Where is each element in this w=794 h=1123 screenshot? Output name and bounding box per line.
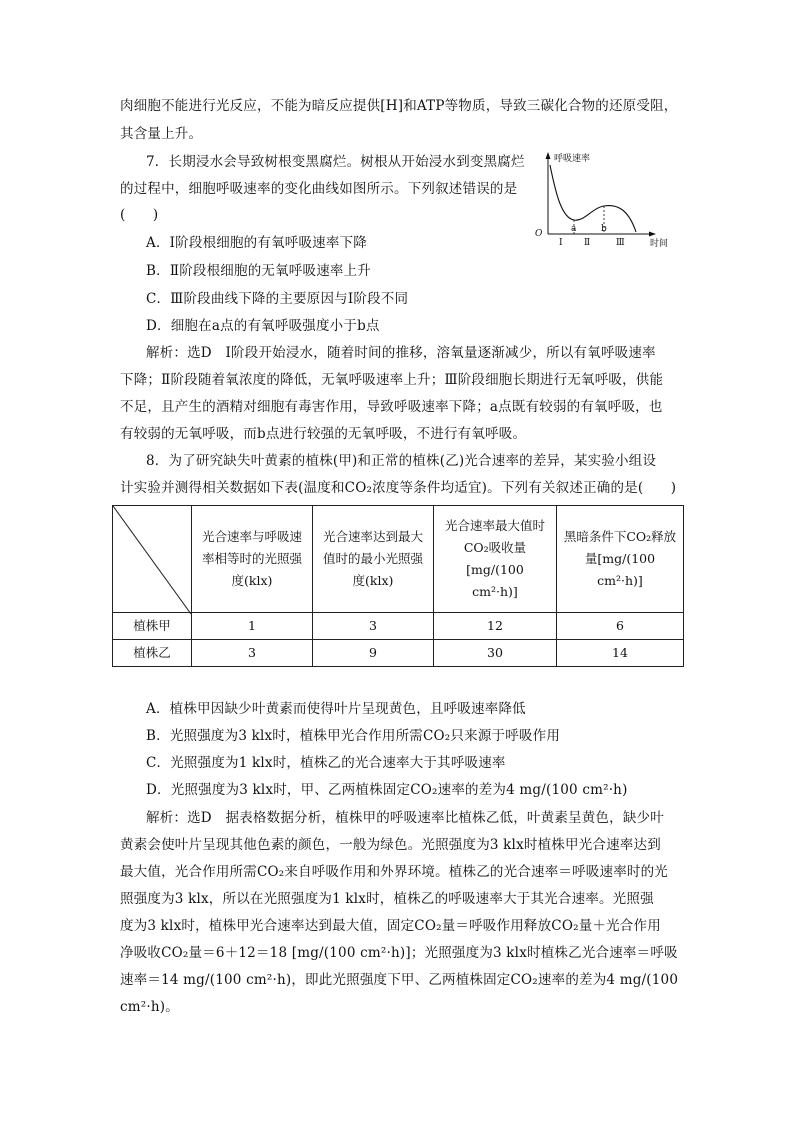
question-7-bracket: ( ): [120, 207, 159, 223]
text-line: 其含量上升。: [120, 126, 203, 142]
answer-8: 照强度为3 klx，所以在光照强度为1 klx时，植株乙的呼吸速率大于其光合速率。光照强: [120, 891, 654, 907]
answer-8: 度为3 klx时，植株甲光合速率达到最大值，固定CO₂量＝呼吸作用释放CO₂量＋光合作用: [120, 918, 661, 934]
table-cell: 12: [434, 613, 557, 640]
table-header-row: [113, 506, 684, 613]
respiration-curve-figure: [532, 150, 682, 250]
answer-8: 黄素会使叶片呈现其他色素的颜色，一般为绿色。光照强度为3 klx时植株甲光合速率达到: [120, 837, 661, 853]
answer-8: 速率＝14 mg/(100 cm²·h)，即此光照强度下甲、乙两植株固定CO₂速率的差为4 mg/(100: [120, 972, 679, 988]
stage-3-label: Ⅲ: [616, 238, 625, 248]
option-a: A．Ⅰ阶段根细胞的有氧呼吸速率下降: [146, 235, 367, 251]
x-axis-arrow-icon: [649, 232, 656, 237]
table-header-cell: 光合速率与呼吸速率相等时的光照强度(klx): [192, 506, 313, 613]
table-header-cell: 光合速率达到最大值时的最小光照强度(klx): [313, 506, 434, 613]
table-cell: 6: [557, 613, 684, 640]
option-c: C．光照强度为1 klx时，植株乙的光合速率大于其呼吸速率: [146, 755, 506, 771]
table-row: [113, 613, 684, 640]
row-label: 植株乙: [113, 640, 192, 667]
option-d: D．光照强度为3 klx时，甲、乙两植株固定CO₂速率的差为4 mg/(100 cm²·h): [146, 782, 628, 798]
x-axis-label: 时间: [650, 239, 669, 249]
answer-7: 下降；Ⅱ阶段随着氧浓度的降低，无氧呼吸速率上升；Ⅲ阶段细胞长期进行无氧呼吸，供能: [120, 372, 664, 388]
text-line: 肉细胞不能进行光反应，不能为暗反应提供[H]和ATP等物质，导致三碳化合物的还原受阻，: [120, 98, 678, 114]
point-b-label: b: [601, 224, 607, 234]
y-axis-arrow-icon: [546, 152, 551, 159]
table-header-cell: 黑暗条件下CO₂释放量[mg/(100 cm²·h)]: [557, 506, 684, 613]
answer-7: 不足，且产生的酒精对细胞有毒害作用，导致呼吸速率下降；a点既有较弱的有氧呼吸，也: [120, 399, 663, 415]
point-a-label: a: [571, 224, 577, 234]
answer-7: 解析：选D Ⅰ阶段开始浸水，随着时间的推移，溶氧量逐渐减少，所以有氧呼吸速率: [146, 345, 656, 361]
answer-8: cm²·h)。: [120, 999, 179, 1015]
question-7-stem: 7．长期浸水会导致树根变黑腐烂。树根从开始浸水到变黑腐烂: [146, 154, 525, 170]
table-cell: 9: [313, 640, 434, 667]
option-b: B．光照强度为3 klx时，植株甲光合作用所需CO₂只来源于呼吸作用: [146, 728, 561, 744]
answer-8: 净吸收CO₂量＝6＋12＝18 [mg/(100 cm²·h)]；光照强度为3 klx时植株乙光合速率＝呼吸: [120, 945, 678, 961]
question-8-stem: 计实验并测得相关数据如下表(温度和CO₂浓度等条件均适宜)。下列有关叙述正确的是( ): [120, 480, 677, 496]
respiration-curve: [550, 165, 636, 232]
diagonal-line: [113, 506, 191, 614]
data-table: [112, 505, 684, 667]
y-axis-label: 呼吸速率: [554, 154, 591, 164]
question-8-stem: 8．为了研究缺失叶黄素的植株(甲)和正常的植株(乙)光合速率的差异，某实验小组设: [146, 453, 657, 469]
stage-2-label: Ⅱ: [584, 238, 591, 248]
option-d: D．细胞在a点的有氧呼吸强度小于b点: [146, 318, 380, 334]
table-cell: 3: [192, 640, 313, 667]
table-corner-cell: [113, 506, 192, 613]
origin-label: O: [535, 229, 543, 239]
table-cell: 3: [313, 613, 434, 640]
answer-8: 最大值，光合作用所需CO₂来自呼吸作用和外界环境。植株乙的光合速率＝呼吸速率时的光: [120, 864, 669, 880]
option-c: C．Ⅲ阶段曲线下降的主要原因与Ⅰ阶段不同: [146, 291, 409, 307]
table-cell: 14: [557, 640, 684, 667]
stage-1-label: Ⅰ: [559, 238, 563, 248]
answer-8: 解析：选D 据表格数据分析，植株甲的呼吸速率比植株乙低，叶黄素呈黄色，缺少叶: [146, 810, 664, 826]
table-cell: 1: [192, 613, 313, 640]
option-a: A．植株甲因缺少叶黄素而使得叶片呈现黄色，且呼吸速率降低: [146, 701, 526, 717]
option-b: B．Ⅱ阶段根细胞的无氧呼吸速率上升: [146, 263, 371, 279]
question-7-stem: 的过程中，细胞呼吸速率的变化曲线如图所示。下列叙述错误的是: [120, 181, 518, 197]
table-header-cell: 光合速率最大值时CO₂吸收量[mg/(100 cm²·h)]: [434, 506, 557, 613]
row-label: 植株甲: [113, 613, 192, 640]
table-cell: 30: [434, 640, 557, 667]
answer-7: 有较弱的无氧呼吸，而b点进行较强的无氧呼吸，不进行有氧呼吸。: [120, 426, 527, 442]
table-row: [113, 640, 684, 667]
